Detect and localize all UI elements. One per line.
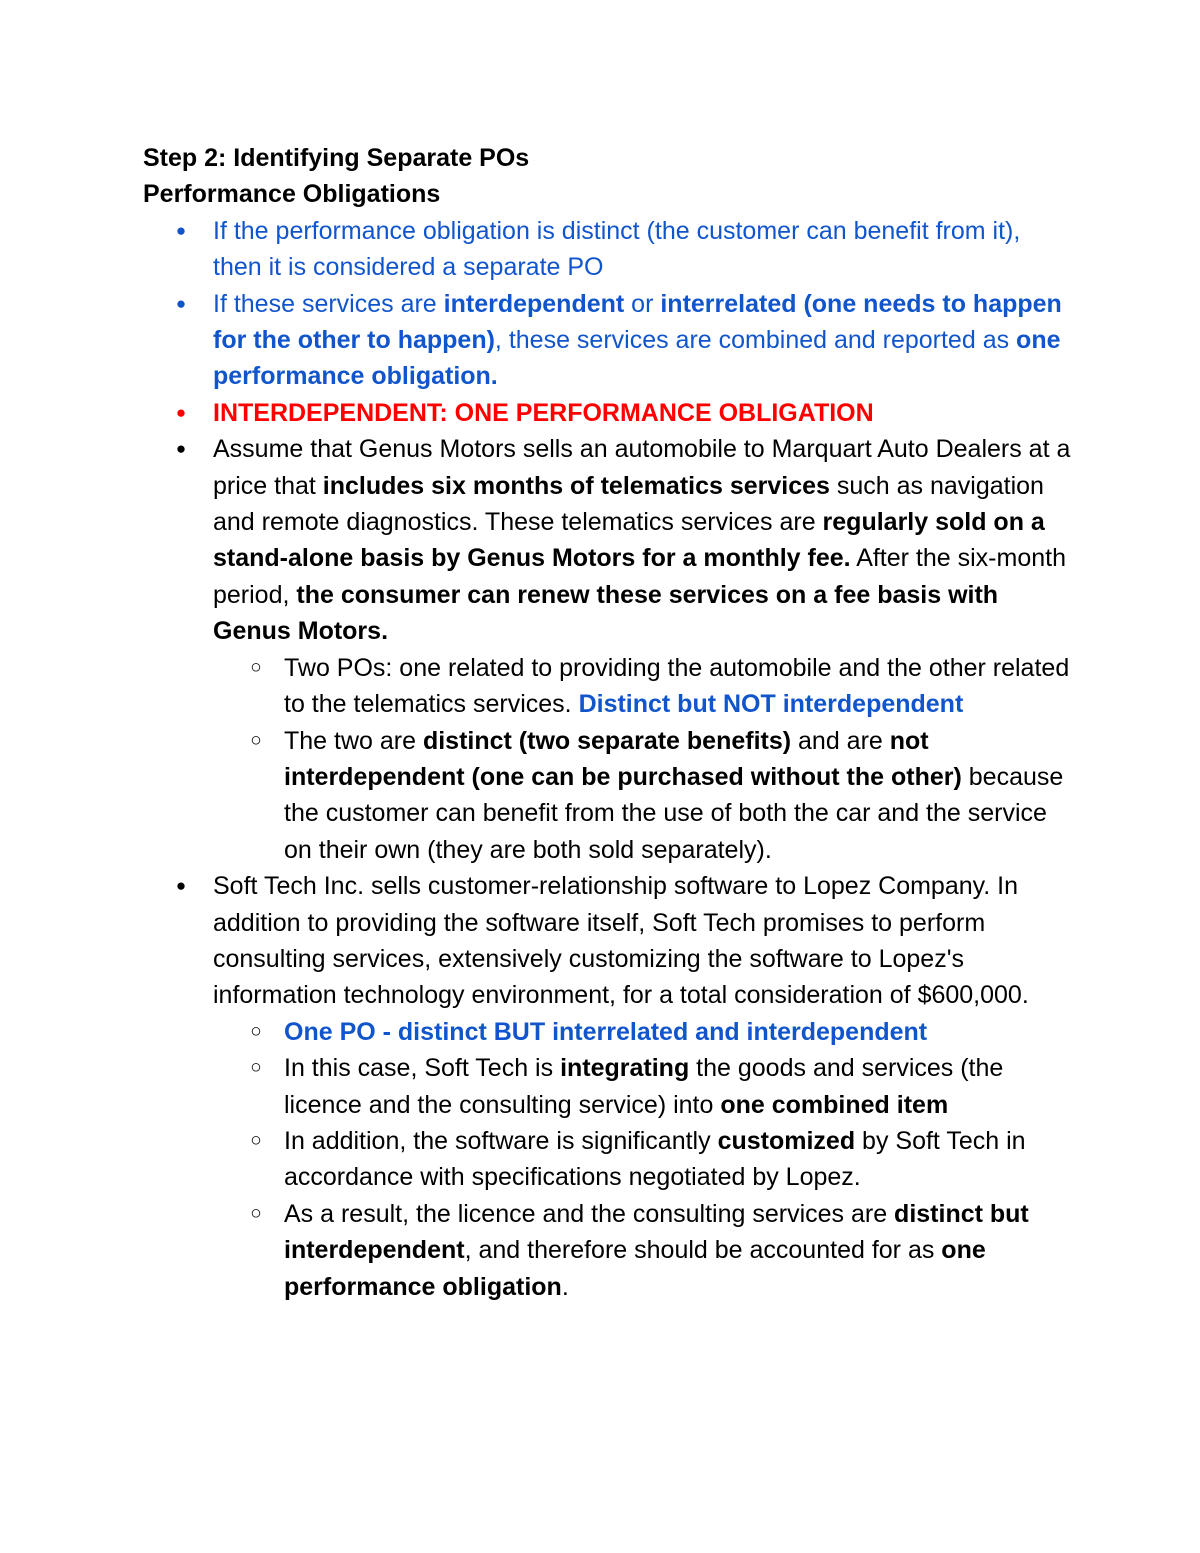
- list-item-text: because the customer can benefit from the use of both the car and the service on their own (they are both sold separately).: [284, 762, 1064, 864]
- list-item: [175, 431, 1073, 868]
- list-item-text: The two are: [284, 726, 423, 755]
- list-item-text: If these services are: [213, 289, 444, 318]
- page-title: Step 2: Identifying Separate POs: [143, 144, 530, 172]
- sub-list-item: [250, 1050, 1073, 1123]
- sub-bullet-icon: ○: [250, 656, 262, 678]
- sub-bullet-icon: ○: [250, 1057, 262, 1079]
- list-item-text: , these services are combined and reported as: [494, 326, 1017, 355]
- list-item-bold-text: distinct but interdependent: [284, 1199, 1029, 1265]
- list-item: [175, 213, 1073, 286]
- list-item-text: In addition, the software is significantly: [284, 1126, 718, 1155]
- list-item-text: After the six-month period,: [213, 544, 1066, 609]
- list-item-bold-text: interdependent: [443, 289, 625, 318]
- bullet-icon: ●: [175, 876, 187, 896]
- list-item-bold-text: one combined item: [720, 1090, 949, 1119]
- list-item: [175, 395, 1073, 431]
- list-item-bold-text: includes six months of telematics services: [322, 471, 830, 500]
- sub-bullet-icon: ○: [250, 1129, 262, 1151]
- sub-bullet-icon: ○: [250, 1202, 262, 1224]
- list-item-bold-text: one performance obligation: [284, 1236, 986, 1301]
- list-item: [175, 868, 1073, 1305]
- list-item-text: If the performance obligation is distinct (the customer can benefit from it), then it is considered a separate PO: [213, 216, 1021, 282]
- list-item-text: and are: [791, 726, 890, 755]
- list-item-bold-text: Distinct but NOT interdependent: [578, 690, 964, 719]
- list-item-text: or: [624, 289, 661, 318]
- sub-bullet-list: [213, 1014, 1073, 1305]
- list-item-bold-text: INTERDEPENDENT: ONE PERFORMANCE OBLIGATION: [213, 398, 874, 427]
- list-item-text: , and therefore should be accounted for as: [464, 1236, 942, 1265]
- sub-bullet-icon: ○: [250, 729, 262, 751]
- sub-list-item: [250, 723, 1073, 869]
- list-item-bold-text: the consumer can renew these services on a fee basis with Genus Motors.: [213, 580, 999, 646]
- list-item-bold-text: interrelated (one needs to happen for the other to happen): [213, 289, 1062, 355]
- bullet-icon: ●: [175, 439, 187, 459]
- list-item-text: .: [561, 1272, 569, 1301]
- document-page: [143, 140, 1073, 1305]
- list-item-text: In this case, Soft Tech is: [284, 1054, 561, 1083]
- list-item-text: the goods and services (the licence and the consulting service) into: [284, 1054, 1004, 1119]
- bullet-list: [143, 213, 1073, 1305]
- list-item-bold-text: distinct (two separate benefits): [422, 726, 792, 755]
- bullet-icon: ●: [175, 402, 187, 422]
- section-heading: Performance Obligations: [143, 180, 441, 209]
- sub-list-item: [250, 1014, 1073, 1050]
- list-item-bold-text: one performance obligation.: [213, 326, 1061, 391]
- list-item-text: Two POs: one related to providing the automobile and the other related to the telematics services.: [284, 653, 1070, 719]
- list-item-bold-text: One PO - distinct BUT interrelated and interdependent: [284, 1017, 928, 1046]
- list-item: [175, 286, 1073, 395]
- list-item-text: As a result, the licence and the consulting services are: [284, 1199, 895, 1228]
- sub-list-item: [250, 650, 1073, 723]
- list-item-bold-text: regularly sold on a stand-alone basis by Genus Motors for a monthly fee.: [213, 508, 1045, 573]
- list-item-text: such as navigation and remote diagnostics. These telematics services are: [213, 471, 1044, 537]
- list-item-bold-text: not interdependent (one can be purchased without the other): [284, 726, 962, 791]
- list-item-text: Assume that Genus Motors sells an automobile to Marquart Auto Dealers at a price that: [213, 435, 1071, 500]
- sub-bullet-icon: ○: [250, 1020, 262, 1042]
- list-item-text: Soft Tech Inc. sells customer-relationship software to Lopez Company. In addition to providing the software itself, Soft Tech promises to perform consulting services, extensively customizing the software to Lopez's information technology environment, for a total consideration of $600,000.: [213, 872, 1029, 1010]
- bullet-icon: ●: [175, 220, 187, 240]
- sub-list-item: [250, 1196, 1073, 1305]
- sub-list-item: [250, 1123, 1073, 1196]
- bullet-icon: ●: [175, 293, 187, 313]
- list-item-bold-text: integrating: [560, 1054, 690, 1083]
- list-item-bold-text: customized: [717, 1126, 856, 1155]
- sub-bullet-list: [213, 650, 1073, 868]
- list-item-text: by Soft Tech in accordance with specifications negotiated by Lopez.: [284, 1126, 1026, 1192]
